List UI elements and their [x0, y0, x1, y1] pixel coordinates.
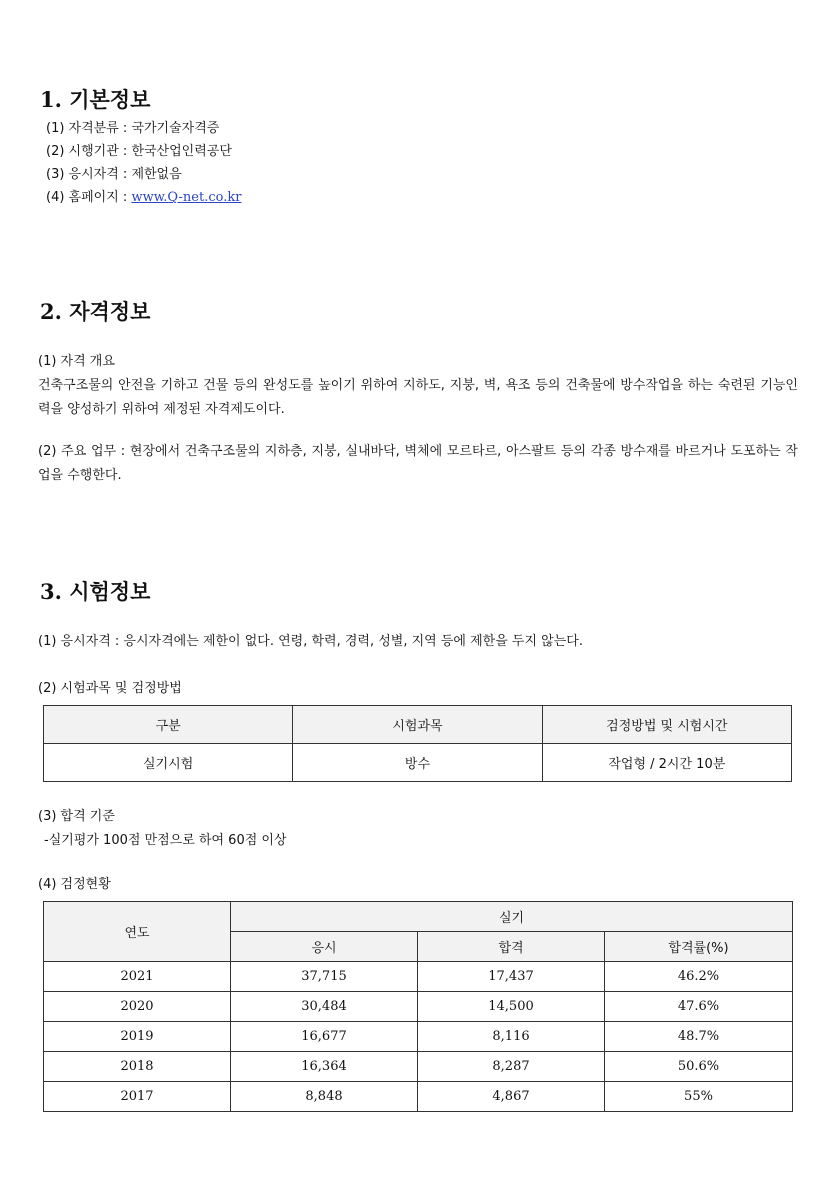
table-cell: 2020: [44, 992, 231, 1022]
table-row: [44, 962, 793, 992]
table-header-cell: 구분: [44, 706, 293, 744]
table-cell: 실기시험: [44, 744, 293, 782]
table-cell: 37,715: [231, 962, 418, 992]
table-cell: 48.7%: [605, 1022, 793, 1052]
table-header-cell: 응시: [231, 932, 418, 962]
table-header-cell: 검정방법 및 시험시간: [542, 706, 791, 744]
table-cell: 47.6%: [605, 992, 793, 1022]
basic-info-label: (2) 시행기관 :: [46, 144, 132, 159]
overview-body: 건축구조물의 안전을 기하고 건물 등의 완성도를 높이기 위하여 지하도, 지붕, 벽, 욕조 등의 건축물에 방수작업을 하는 숙련된 기능인력을 양성하기 위하여 제정된 자격제도이다.: [38, 378, 798, 417]
table-header-cell: 합격: [418, 932, 605, 962]
table-cell: 8,848: [231, 1082, 418, 1112]
basic-info-item: [46, 117, 241, 140]
basic-info-value: 제한없음: [131, 167, 182, 182]
basic-info-item: [46, 186, 241, 209]
basic-info-list: [46, 117, 241, 209]
table-cell: 2017: [44, 1082, 231, 1112]
section-title-exam-info: 3. 시험정보: [40, 579, 151, 604]
subjects-heading: (2) 시험과목 및 검정방법: [38, 681, 182, 696]
basic-info-value: 국가기술자격증: [131, 121, 220, 136]
table-header-row: [44, 706, 792, 744]
table-cell: 방수: [293, 744, 542, 782]
table-cell: 50.6%: [605, 1052, 793, 1082]
table-header-cell: 합격률(%): [605, 932, 793, 962]
table-cell: 작업형 / 2시간 10분: [542, 744, 791, 782]
table-cell: 4,867: [418, 1082, 605, 1112]
table-cell: 8,287: [418, 1052, 605, 1082]
pass-criteria-heading: (3) 합격 기준: [38, 809, 115, 824]
subjects-table: [43, 705, 792, 782]
table-cell: 2018: [44, 1052, 231, 1082]
table-cell: 8,116: [418, 1022, 605, 1052]
table-row: [44, 992, 793, 1022]
basic-info-label: (1) 자격분류 :: [46, 121, 132, 136]
table-cell: 2019: [44, 1022, 231, 1052]
table-row: [44, 744, 792, 782]
basic-info-label: (3) 응시자격 :: [46, 167, 132, 182]
section-title-qualification-info: 2. 자격정보: [40, 299, 151, 324]
table-cell: 14,500: [418, 992, 605, 1022]
exam-status-heading: (4) 검정현황: [38, 877, 111, 892]
exam-status-table: [43, 901, 793, 1112]
table-cell: 16,364: [231, 1052, 418, 1082]
basic-info-item: [46, 163, 241, 186]
section-title-basic-info: 1. 기본정보: [40, 87, 151, 112]
table-cell: 17,437: [418, 962, 605, 992]
homepage-link[interactable]: www.Q-net.co.kr: [131, 190, 242, 205]
pass-criteria-body: -실기평가 100점 만점으로 하여 60점 이상: [44, 833, 287, 848]
duties-body: (2) 주요 업무 : 현장에서 건축구조물의 지하층, 지붕, 실내바닥, 벽체에 모르타르, 아스팔트 등의 각종 방수재를 바르거나 도포하는 작업을 수행한다.: [38, 444, 798, 483]
practical-group-header: 실기: [231, 902, 793, 932]
overview-paragraph: [38, 350, 798, 422]
basic-info-label: (4) 홈페이지 :: [46, 190, 132, 205]
table-cell: 2021: [44, 962, 231, 992]
table-row: [44, 1082, 793, 1112]
table-header-row: [44, 902, 793, 932]
basic-info-item: [46, 140, 241, 163]
table-cell: 16,677: [231, 1022, 418, 1052]
eligibility-text: (1) 응시자격 : 응시자격에는 제한이 없다. 연령, 학력, 경력, 성별, 지역 등에 제한을 두지 않는다.: [38, 634, 583, 649]
table-row: [44, 1052, 793, 1082]
basic-info-value: 한국산업인력공단: [131, 144, 232, 159]
table-header-cell: 시험과목: [293, 706, 542, 744]
duties-paragraph: [38, 440, 798, 488]
table-cell: 30,484: [231, 992, 418, 1022]
table-cell: 55%: [605, 1082, 793, 1112]
table-cell: 46.2%: [605, 962, 793, 992]
overview-heading: (1) 자격 개요: [38, 354, 115, 369]
year-header-cell: 연도: [44, 902, 231, 962]
table-row: [44, 1022, 793, 1052]
